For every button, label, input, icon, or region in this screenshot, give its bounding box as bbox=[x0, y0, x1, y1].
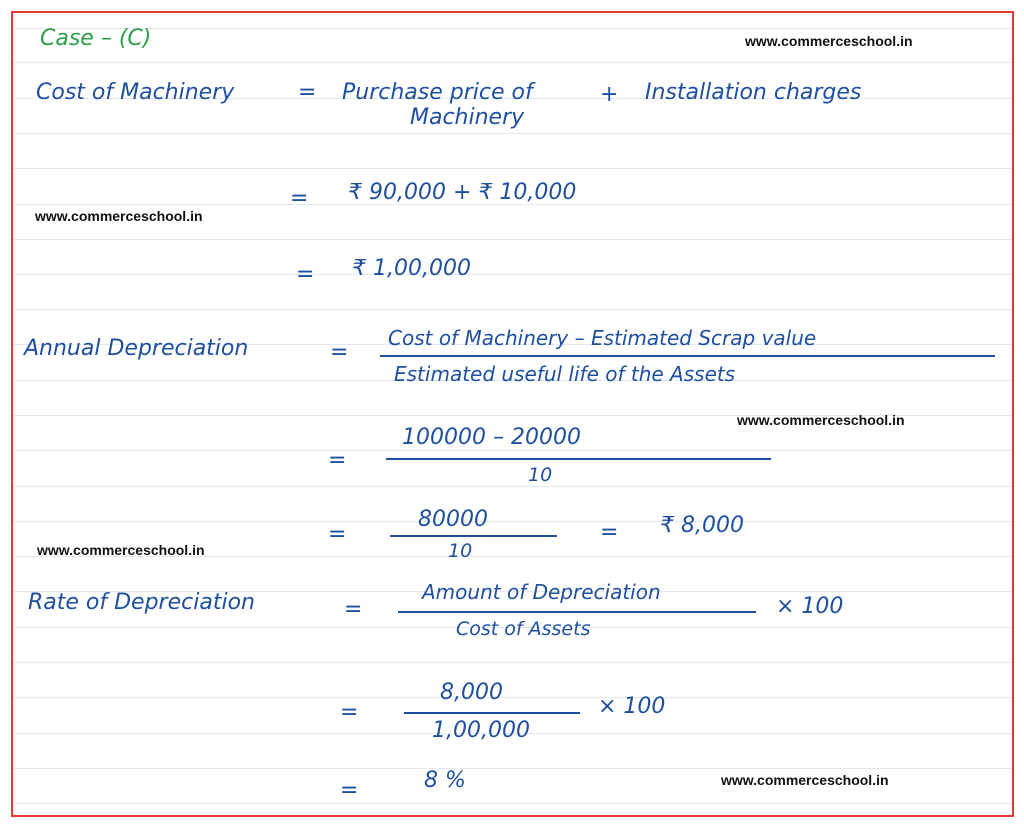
plus-sign: + bbox=[600, 82, 619, 107]
annual-step2-numerator: 80000 bbox=[418, 507, 488, 532]
equals-sign: = bbox=[600, 520, 619, 545]
annual-step1-numerator: 100000 – 20000 bbox=[402, 425, 581, 450]
rate-result: 8 % bbox=[424, 768, 466, 793]
cost-step2: ₹ 1,00,000 bbox=[352, 256, 471, 281]
equals-sign: = bbox=[344, 597, 363, 622]
watermark: www.commerceschool.in bbox=[737, 412, 905, 428]
rate-denominator: Cost of Assets bbox=[456, 618, 591, 640]
equals-sign: = bbox=[296, 262, 315, 287]
watermark: www.commerceschool.in bbox=[35, 208, 203, 224]
annual-step1-denominator: 10 bbox=[528, 464, 553, 486]
fraction-bar bbox=[404, 712, 580, 714]
annual-step2-denominator: 10 bbox=[448, 540, 473, 562]
equals-sign: = bbox=[340, 778, 359, 803]
rate-times-100: × 100 bbox=[776, 594, 844, 619]
fraction-bar bbox=[380, 355, 995, 357]
cost-lhs: Cost of Machinery bbox=[36, 80, 235, 105]
annual-numerator: Cost of Machinery – Estimated Scrap value bbox=[388, 326, 817, 350]
fraction-bar bbox=[386, 458, 771, 460]
rate-step1-numerator: 8,000 bbox=[440, 680, 503, 705]
rate-step1-times: × 100 bbox=[598, 694, 666, 719]
purchase-price-line1: Purchase price of bbox=[342, 80, 533, 105]
equals-sign: = bbox=[328, 522, 347, 547]
equals-sign: = bbox=[328, 448, 347, 473]
equals-sign: = bbox=[330, 340, 349, 365]
equals-sign: = bbox=[340, 700, 359, 725]
watermark: www.commerceschool.in bbox=[721, 772, 889, 788]
annual-lhs: Annual Depreciation bbox=[24, 336, 249, 361]
equals-sign: = bbox=[290, 186, 309, 211]
equals-sign: = bbox=[298, 80, 317, 105]
purchase-price-line2: Machinery bbox=[410, 105, 525, 130]
rate-lhs: Rate of Depreciation bbox=[28, 590, 255, 615]
installation-charges: Installation charges bbox=[645, 80, 862, 105]
fraction-bar bbox=[390, 535, 557, 537]
case-title: Case – (C) bbox=[40, 26, 152, 51]
watermark: www.commerceschool.in bbox=[37, 542, 205, 558]
rate-step1-denominator: 1,00,000 bbox=[432, 718, 530, 743]
rate-numerator: Amount of Depreciation bbox=[422, 580, 661, 604]
annual-result: ₹ 8,000 bbox=[660, 513, 744, 538]
fraction-bar bbox=[398, 611, 756, 613]
watermark: www.commerceschool.in bbox=[745, 33, 913, 49]
annual-denominator: Estimated useful life of the Assets bbox=[394, 362, 736, 386]
cost-step1: ₹ 90,000 + ₹ 10,000 bbox=[348, 180, 577, 205]
